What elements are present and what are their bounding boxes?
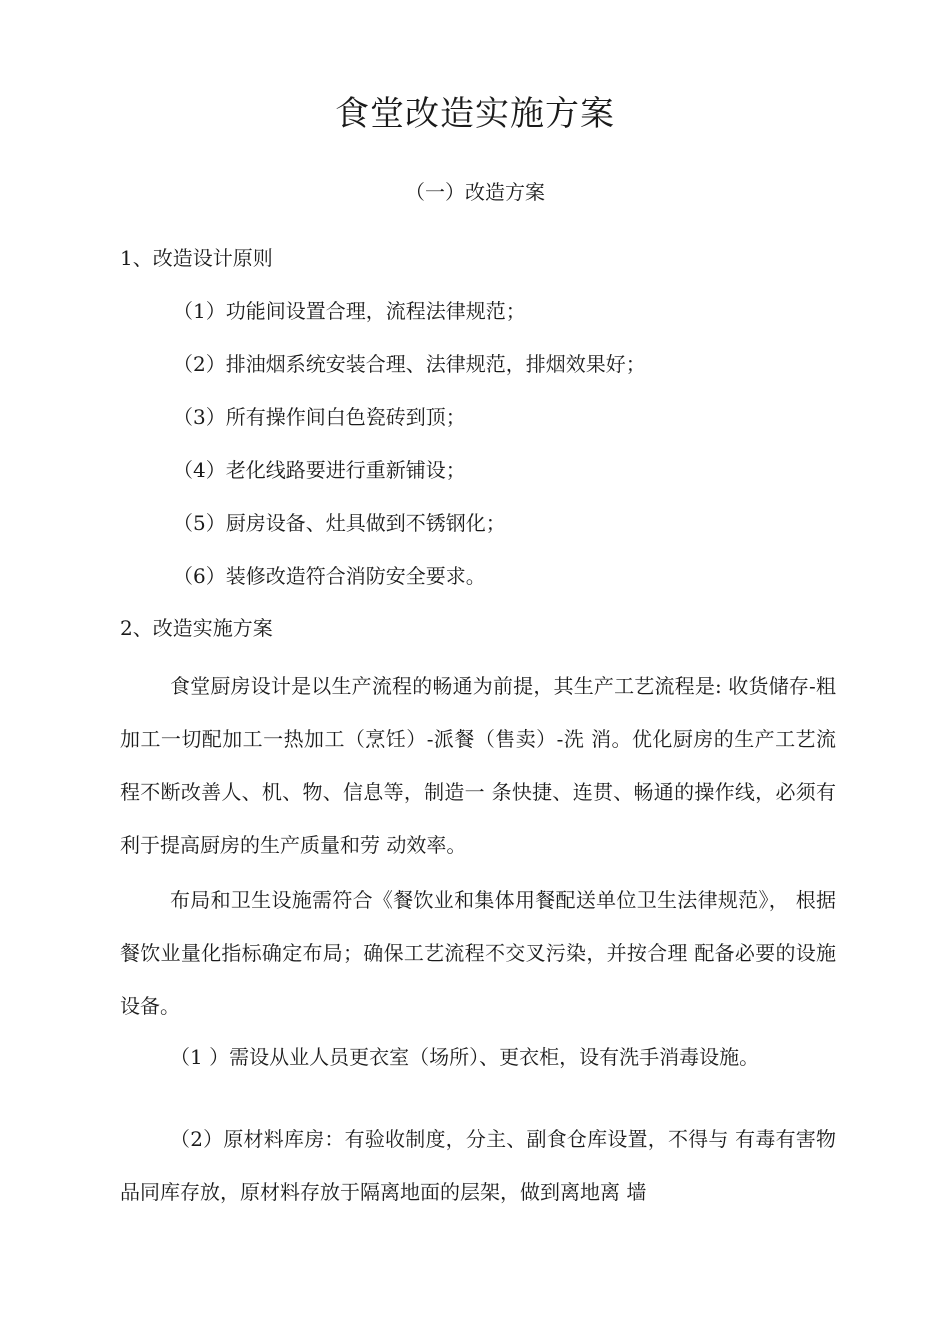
principle-item-2: （2）排油烟系统安装合理、法律规范，排烟效果好； — [173, 352, 646, 376]
principle-item-5: （5）厨房设备、灶具做到不锈钢化； — [173, 511, 506, 535]
body-paragraph-4: （2）原材料库房：有验收制度，分主、副食仓库设置，不得与 有毒有害物品同库存放，原材料存放于隔离地面的层架，做到离地离 墙 — [120, 1127, 836, 1204]
body-paragraph-1: 食堂厨房设计是以生产流程的畅通为前提，其生产工艺流程是: 收货储存-粗加工一切配加工一热加工（烹饪）-派餐（售卖）-洗 消。优化厨房的生产工艺流程不断改善人、机、物、信息等，制造一 条快捷、连贯、畅通的操作线，必须有利于提高厨房的生产质量和劳 动效率。 — [120, 674, 836, 857]
document-title: 食堂改造实施方案 — [335, 94, 615, 134]
section1-heading: 1、改造设计原则 — [120, 246, 273, 270]
principle-item-6: （6）装修改造符合消防安全要求。 — [173, 564, 486, 588]
body-paragraph-2: 布局和卫生设施需符合《餐饮业和集体用餐配送单位卫生法律规范》， 根据餐饮业量化指标确定布局；确保工艺流程不交叉污染，并按合理 配备必要的设施设备。 — [120, 888, 836, 1018]
principle-item-1: （1）功能间设置合理，流程法律规范； — [173, 299, 526, 323]
section-subtitle: （一）改造方案 — [405, 180, 545, 204]
principle-item-3: （3）所有操作间白色瓷砖到顶； — [173, 405, 466, 429]
section2-heading: 2、改造实施方案 — [120, 616, 273, 640]
body-paragraph-3: （1 ）需设从业人员更衣室（场所）、更衣柜，设有洗手消毒设施。 — [170, 1045, 760, 1069]
principle-item-4: （4）老化线路要进行重新铺设； — [173, 458, 466, 482]
